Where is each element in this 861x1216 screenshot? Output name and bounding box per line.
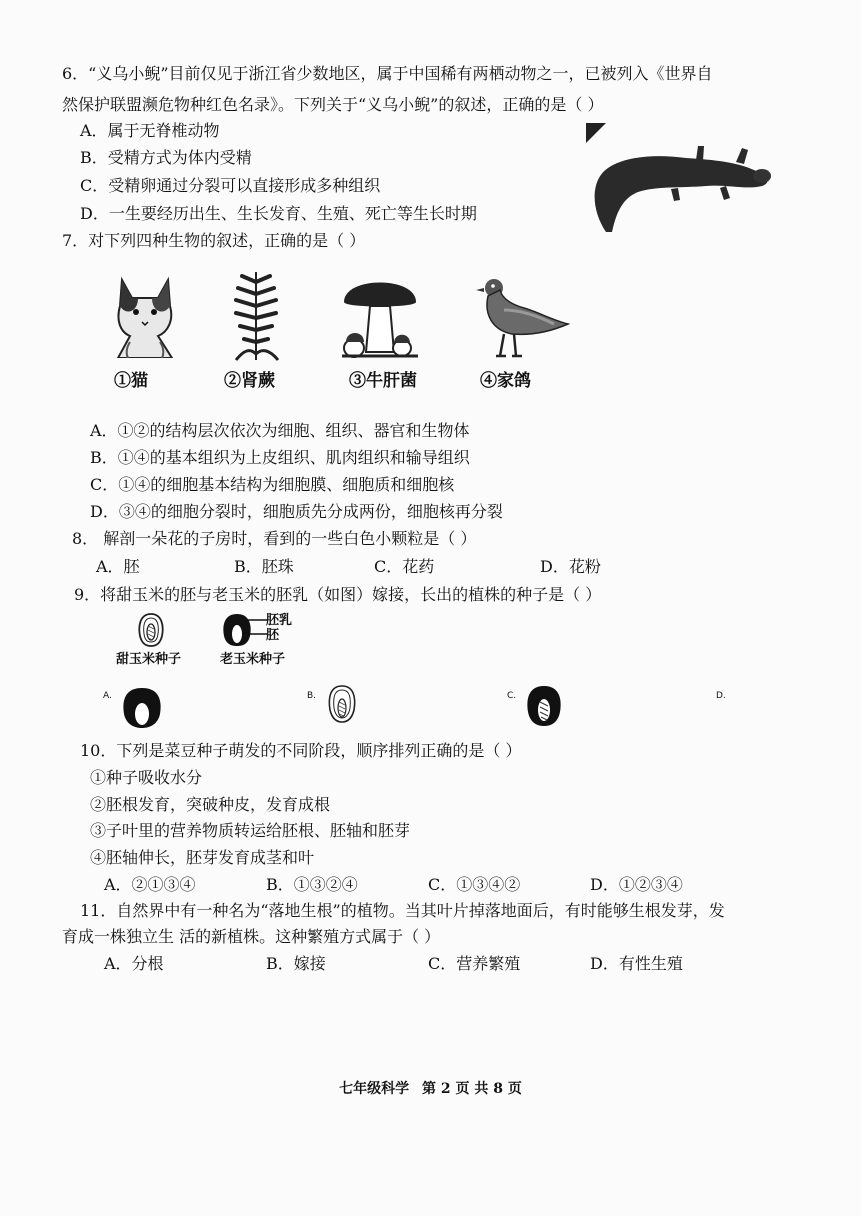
q11-option-b: B．嫁接 <box>266 954 326 973</box>
q7-label-pigeon: ④家鸽 <box>480 371 531 391</box>
q9-option-d: D. <box>716 691 726 701</box>
q11-option-d: D．有性生殖 <box>590 954 683 973</box>
q9-option-c-seed-icon <box>524 684 564 728</box>
q9-label-sweet-corn: 甜玉米种子 <box>116 652 182 667</box>
q10-step-2: ②胚根发育，突破种皮，发育成根 <box>90 795 331 814</box>
q11-stem-line1: 11．自然界中有一种名为“落地生根”的植物。当其叶片掉落地面后，有时能够生根发芽，发 <box>80 901 725 920</box>
q6-stem-line1: 6．“义乌小鲵”目前仅见于浙江省少数地区，属于中国稀有两栖动物之一，已被列入《世界自 <box>62 64 713 83</box>
footer-page-number: 第 2 页 共 8 页 <box>422 1081 522 1097</box>
sweet-corn-seed-icon <box>136 612 166 648</box>
q6-option-c: C．受精卵通过分裂可以直接形成多种组织 <box>80 176 381 195</box>
q7-label-cat: ①猫 <box>114 371 148 391</box>
q9-option-a-seed-icon <box>120 686 164 730</box>
q8-option-c: C．花药 <box>374 557 435 576</box>
q10-option-b: B．①③②④ <box>266 875 358 894</box>
q8-option-d: D．花粉 <box>540 557 601 576</box>
footer-subject: 七年级科学 <box>339 1081 410 1097</box>
q9-option-b: B. <box>307 691 317 701</box>
fern-icon <box>226 262 286 362</box>
q8-option-a: A．胚 <box>96 557 140 576</box>
q7-option-d: D．③④的细胞分裂时，细胞质先分成两份，细胞核再分裂 <box>90 502 503 521</box>
q7-option-c: C．①④的细胞基本结构为细胞膜、细胞质和细胞核 <box>90 475 455 494</box>
pigeon-icon <box>474 274 570 360</box>
q10-step-4: ④胚轴伸长，胚芽发育成茎和叶 <box>90 848 315 867</box>
q6-option-d: D．一生要经历出生、生长发育、生殖、死亡等生长时期 <box>80 204 477 223</box>
q8-option-b: B．胚珠 <box>234 557 294 576</box>
salamander-icon <box>586 140 776 235</box>
q9-option-c: C. <box>507 691 517 701</box>
q9-label-old-corn: 老玉米种子 <box>220 652 286 667</box>
q8-stem: 8． 解剖一朵花的子房时，看到的一些白色小颗粒是（ ） <box>72 529 477 548</box>
q6-option-b: B．受精方式为体内受精 <box>80 148 252 167</box>
page-footer <box>0 1078 861 1098</box>
q7-label-fern: ②肾蕨 <box>224 371 275 391</box>
seed-pointer-lines <box>248 616 268 640</box>
q9-label-endosperm: 胚乳 <box>266 613 293 628</box>
q9-label-embryo: 胚 <box>266 628 280 643</box>
q11-option-a: A．分根 <box>104 954 164 973</box>
q7-option-a: A．①②的结构层次依次为细胞、组织、器官和生物体 <box>90 421 470 440</box>
q7-option-b: B．①④的基本组织为上皮组织、肌肉组织和输导组织 <box>90 448 470 467</box>
q10-step-1: ①种子吸收水分 <box>90 768 203 787</box>
q10-option-d: D．①②③④ <box>590 875 683 894</box>
q9-option-b-seed-icon <box>326 684 358 724</box>
q9-option-a: A. <box>103 691 112 701</box>
q11-option-c: C．营养繁殖 <box>428 954 521 973</box>
q7-label-mushroom: ③牛肝菌 <box>349 371 417 391</box>
q10-stem: 10．下列是菜豆种子萌发的不同阶段，顺序排列正确的是（ ） <box>80 741 522 760</box>
q11-stem-line2: 育成一株独立生 活的新植株。这种繁殖方式属于（ ） <box>62 927 441 946</box>
q10-option-c: C．①③④② <box>428 875 521 894</box>
mushroom-icon <box>340 268 420 360</box>
q6-stem-line2: 然保护联盟濒危物种红色名录》。下列关于“义乌小鲵”的叙述，正确的是（ ） <box>62 95 604 114</box>
q10-step-3: ③子叶里的营养物质转运给胚根、胚轴和胚芽 <box>90 821 411 840</box>
q6-option-a: A．属于无脊椎动物 <box>80 121 220 140</box>
cat-icon <box>108 272 186 358</box>
q9-stem: 9．将甜玉米的胚与老玉米的胚乳（如图）嫁接，长出的植株的种子是（ ） <box>74 585 602 604</box>
q7-stem: 7．对下列四种生物的叙述，正确的是（ ） <box>62 231 366 250</box>
q10-option-a: A．②①③④ <box>104 875 196 894</box>
